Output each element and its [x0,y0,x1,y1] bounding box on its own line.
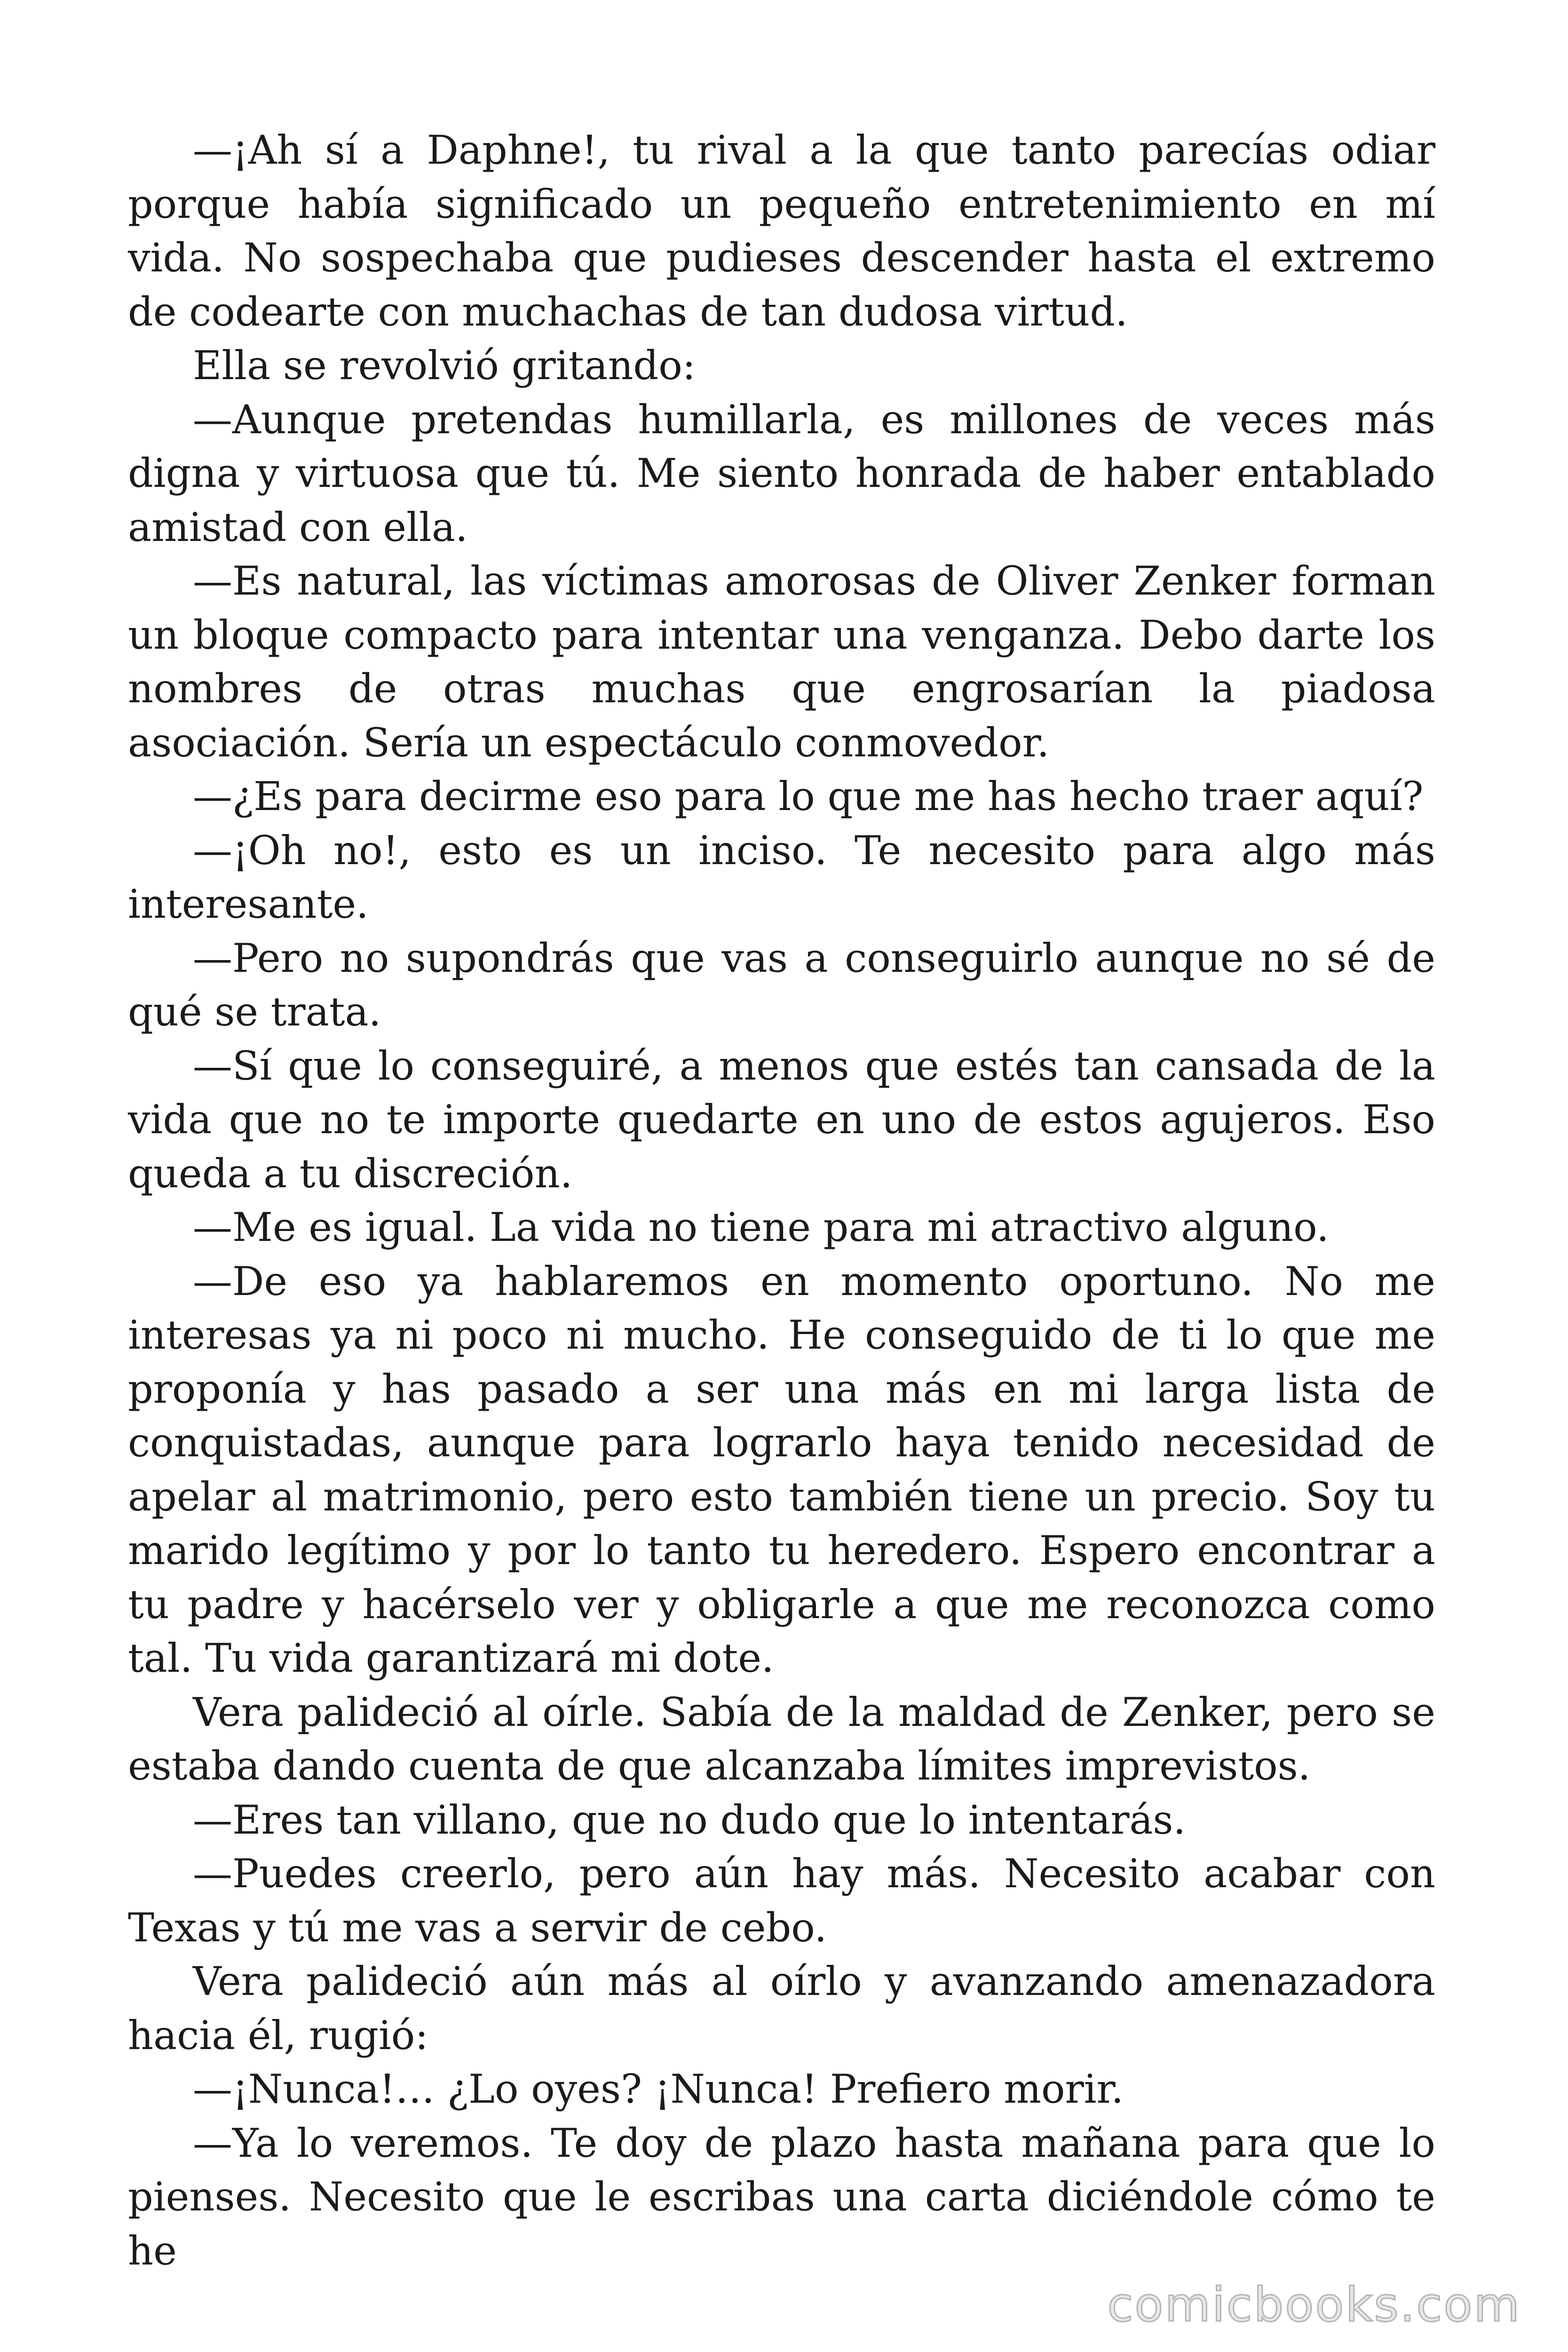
paragraph-14: Vera palideció aún más al oírlo y avanzando amenazadora hacia él, rugió: [128,1958,1435,2058]
paragraph-16: —Ya lo veremos. Te doy de plazo hasta mañana para que lo pienses. Necesito que le escribas una carta diciéndole cómo te he [128,2120,1435,2274]
paragraph-10: —De eso ya hablaremos en momento oportuno. No me interesas ya ni poco ni mucho. He conseguido de ti lo que me proponía y has pasado a ser una más en mi larga lista de conquistadas, aunque para lograrlo haya tenido necesidad de apelar al matrimonio, pero esto también tiene un precio. Soy tu marido legítimo y por lo tanto tu heredero. Espero encontrar a tu padre y hacérselo ver y obligarle a que me reconozca como tal. Tu vida garantizará mi dote. [128,1258,1435,1681]
paragraph-1: —¡Ah sí a Daphne!, tu rival a la que tanto parecías odiar porque había significado un pequeño entretenimiento en mí vida. No sospechaba que pudieses descender hasta el extremo de codearte con muchachas de tan dudosa virtud. [128,127,1435,335]
paragraph-8: —Sí que lo conseguiré, a menos que estés tan cansada de la vida que no te importe quedarte en uno de estos agujeros. Eso queda a tu discreción. [128,1042,1435,1197]
paragraph-15: —¡Nunca!… ¿Lo oyes? ¡Nunca! Prefiero morir. [193,2066,1124,2112]
body-text [128,123,1435,2278]
paragraph-9: —Me es igual. La vida no tiene para mi atractivo alguno. [193,1204,1329,1250]
paragraph-7: —Pero no supondrás que vas a conseguirlo aunque no sé de qué se trata. [128,935,1435,1035]
paragraph-3: —Aunque pretendas humillarla, es millones de veces más digna y virtuosa que tú. Me siento honrada de haber entablado amistad con ella. [128,396,1435,550]
paragraph-5: —¿Es para decirme eso para lo que me has hecho traer aquí? [193,773,1424,819]
paragraph-6: —¡Oh no!, esto es un inciso. Te necesito para algo más interesante. [128,827,1435,927]
paragraph-4: —Es natural, las víctimas amorosas de Oliver Zenker forman un bloque compacto para intentar una venganza. Debo darte los nombres de otras muchas que engrosarían la piadosa asociación. Sería un espectáculo conmovedor. [128,558,1435,766]
paragraph-13: —Puedes creerlo, pero aún hay más. Necesito acabar con Texas y tú me vas a servir de cebo. [128,1851,1435,1951]
watermark-text: comicbooks.com [1107,2277,1521,2332]
paragraph-12: —Eres tan villano, que no dudo que lo intentarás. [193,1796,1186,1843]
paragraph-2: Ella se revolvió gritando: [193,342,696,389]
paragraph-11: Vera palideció al oírle. Sabía de la maldad de Zenker, pero se estaba dando cuenta de que alcanzaba límites imprevistos. [128,1689,1435,1789]
